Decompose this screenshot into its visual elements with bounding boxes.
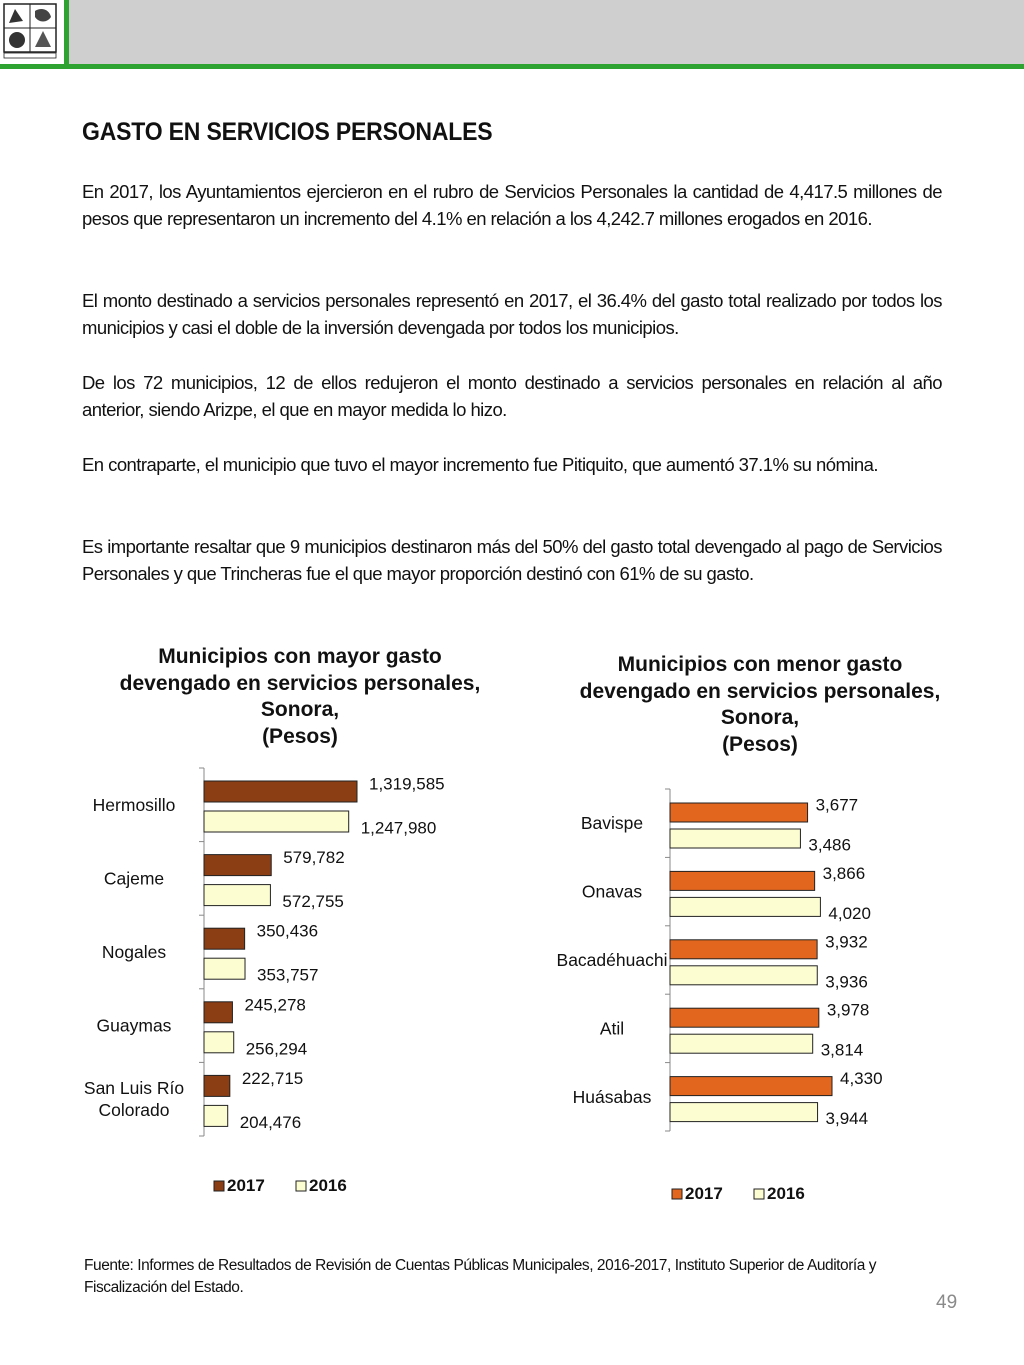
- chart-left-title-line: (Pesos): [262, 724, 338, 748]
- chart-left-bar-2017: [204, 855, 271, 876]
- chart-right-title-line: devengado en servicios personales,: [579, 679, 941, 703]
- chart-right-legend-label-2017: 2017: [685, 1184, 723, 1203]
- chart-right-data-label-2016: 3,814: [820, 1040, 864, 1060]
- chart-left-category-label: Colorado: [98, 1100, 170, 1121]
- chart-left-data-label-2016: 572,755: [282, 892, 344, 912]
- chart-right-data-label-2017: 3,866: [822, 863, 866, 883]
- chart-left-bar-2017: [204, 928, 245, 949]
- chart-left-bar-2016: [204, 1105, 228, 1126]
- chart-left-bar-2016: [204, 958, 245, 979]
- chart-right-title-line: (Pesos): [722, 732, 798, 756]
- chart-right-title: [550, 652, 970, 758]
- chart-left-bar-2017: [204, 1075, 230, 1096]
- chart-left-category-label: Guaymas: [96, 1015, 172, 1036]
- chart-left-legend-label-2016: 2016: [309, 1176, 347, 1195]
- chart-left-category-label: Hermosillo: [92, 794, 176, 815]
- chart-right-category-label: Onavas: [581, 881, 643, 902]
- paragraph-2: El monto destinado a servicios personales representó en 2017, el 36.4% del gasto total realizado por todos los municipios y casi el doble de la inversión devengada por todos los municipios.: [82, 290, 942, 338]
- chart-left-title-line: Sonora,: [260, 698, 340, 721]
- chart-right-category-label: Bavispe: [580, 813, 644, 834]
- chart-left-bar-2016: [204, 811, 349, 832]
- chart-right-data-label-2017: 3,932: [825, 932, 868, 952]
- chart-left-data-label-2017: 245,278: [244, 995, 306, 1015]
- chart-left-bar-2017: [204, 1002, 232, 1023]
- chart-left-legend-label-2017: 2017: [227, 1176, 265, 1195]
- chart-left-category-label: San Luis Río: [83, 1078, 185, 1099]
- section-title: GASTO EN SERVICIOS PERSONALES: [82, 118, 493, 146]
- chart-left-category-label: Nogales: [101, 942, 167, 962]
- chart-left-data-label-2017: 579,782: [283, 848, 345, 868]
- chart-right-data-label-2017: 4,330: [840, 1069, 883, 1089]
- chart-right-data-label-2016: 3,944: [825, 1109, 869, 1129]
- chart-left-data-label-2016: 256,294: [245, 1039, 308, 1059]
- chart-left-bar-2017: [204, 781, 357, 802]
- chart-left-data-label-2016: 353,757: [257, 965, 319, 985]
- chart-left-category-label: Cajeme: [103, 868, 165, 889]
- chart-left-bar-2016: [204, 1032, 234, 1053]
- chart-right-title-line: Sonora,: [720, 706, 800, 729]
- paragraph-5: Es importante resaltar que 9 municipios destinaron más del 50% del gasto total devengado al pago de Servicios Personales y que Trincheras fue el que mayor proporción destinó con 61% de su gasto.: [82, 536, 942, 584]
- paragraph-1: En 2017, los Ayuntamientos ejercieron en el rubro de Servicios Personales la cantidad de 4,417.5 millones de pesos que representaron un incremento del 4.1% en relación a los 4,242.7 millones erogados en 2016.: [82, 181, 942, 229]
- chart-right-category-label: Huásabas: [572, 1086, 652, 1107]
- chart-left-data-label-2016: 1,247,980: [360, 818, 437, 838]
- chart-right-data-label-2017: 3,978: [826, 1000, 870, 1020]
- chart-left-legend-swatch-2017: [214, 1181, 224, 1191]
- page-number: 49: [936, 1292, 958, 1313]
- chart-right-category-label: Bacadéhuachi: [556, 950, 668, 970]
- chart-right-data-label-2016: 4,020: [828, 903, 871, 923]
- paragraph-4: En contraparte, el municipio que tuvo el mayor incremento fue Pitiquito, que aumentó 37.1% su nómina.: [82, 454, 878, 475]
- chart-left-data-label-2017: 222,715: [241, 1068, 304, 1088]
- chart-right-data-label-2016: 3,936: [825, 972, 868, 992]
- chart-left-data-label-2016: 204,476: [239, 1112, 302, 1132]
- paragraph-3: De los 72 municipios, 12 de ellos redujeron el monto destinado a servicios personales en relación al año anterior, siendo Arizpe, el que en mayor medida lo hizo.: [82, 372, 942, 420]
- source-footnote: Fuente: Informes de Resultados de Revisión de Cuentas Públicas Municipales, 2016-2017, Instituto Superior de Auditoría y Fiscalización del Estado.: [84, 1257, 877, 1296]
- chart-left-bar-2016: [204, 885, 270, 906]
- chart-right-legend-label-2016: 2016: [767, 1184, 805, 1203]
- chart-left-title-line: Municipios con mayor gasto: [158, 645, 442, 668]
- chart-right-data-label-2016: 3,486: [808, 835, 851, 855]
- chart-left-title-line: devengado en servicios personales,: [119, 671, 481, 695]
- chart-right-title-line: Municipios con menor gasto: [617, 653, 903, 676]
- chart-left-data-label-2017: 350,436: [256, 921, 319, 941]
- chart-right-data-label-2017: 3,677: [815, 795, 859, 815]
- chart-left-legend-swatch-2016: [296, 1181, 306, 1191]
- chart-left-data-label-2017: 1,319,585: [369, 774, 445, 794]
- chart-right-category-label: Atil: [599, 1018, 625, 1039]
